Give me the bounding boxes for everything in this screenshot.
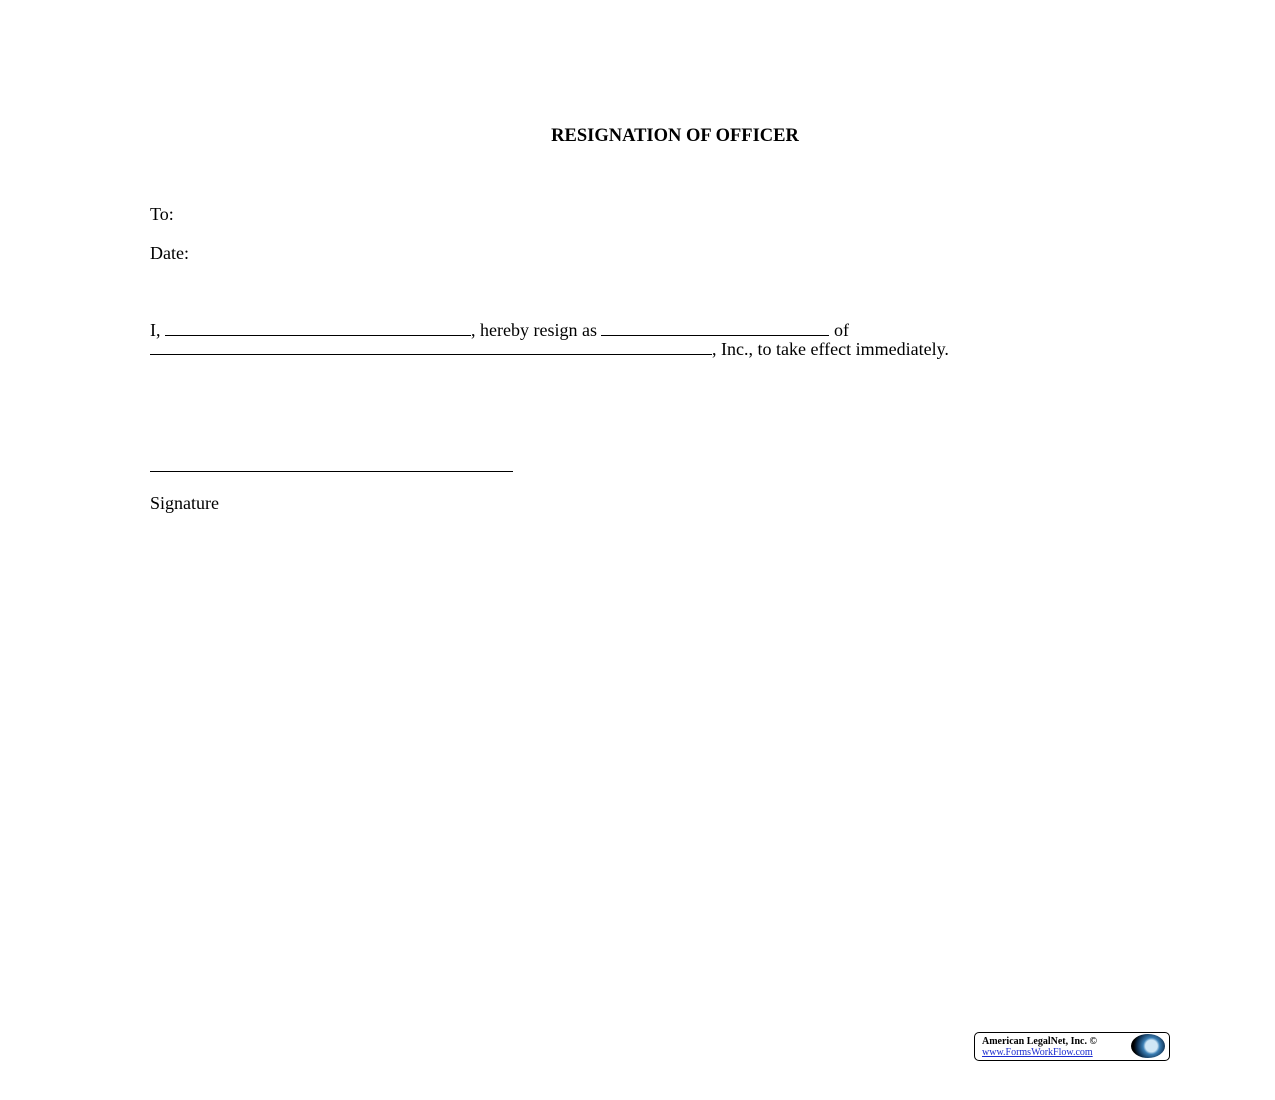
- document-title: RESIGNATION OF OFFICER: [551, 126, 799, 146]
- globe-icon: [1131, 1034, 1165, 1058]
- footer-url-link[interactable]: www.FormsWorkFlow.com: [982, 1047, 1093, 1058]
- to-label: To:: [150, 204, 174, 224]
- date-label: Date:: [150, 243, 189, 263]
- footer-logo: [974, 1032, 1170, 1061]
- body-line-1: [150, 320, 849, 340]
- company-name-field[interactable]: [150, 339, 712, 355]
- body-text: I,: [150, 320, 165, 340]
- body-text: , Inc., to take effect immediately.: [712, 339, 949, 359]
- body-line-2: [150, 339, 949, 359]
- officer-title-field[interactable]: [601, 320, 829, 336]
- body-text: , hereby resign as: [471, 320, 602, 340]
- footer-company: American LegalNet, Inc. ©: [982, 1036, 1097, 1047]
- body-text: of: [829, 320, 849, 340]
- signature-line-field[interactable]: [150, 456, 513, 472]
- officer-name-field[interactable]: [165, 320, 471, 336]
- signature-label: Signature: [150, 493, 219, 513]
